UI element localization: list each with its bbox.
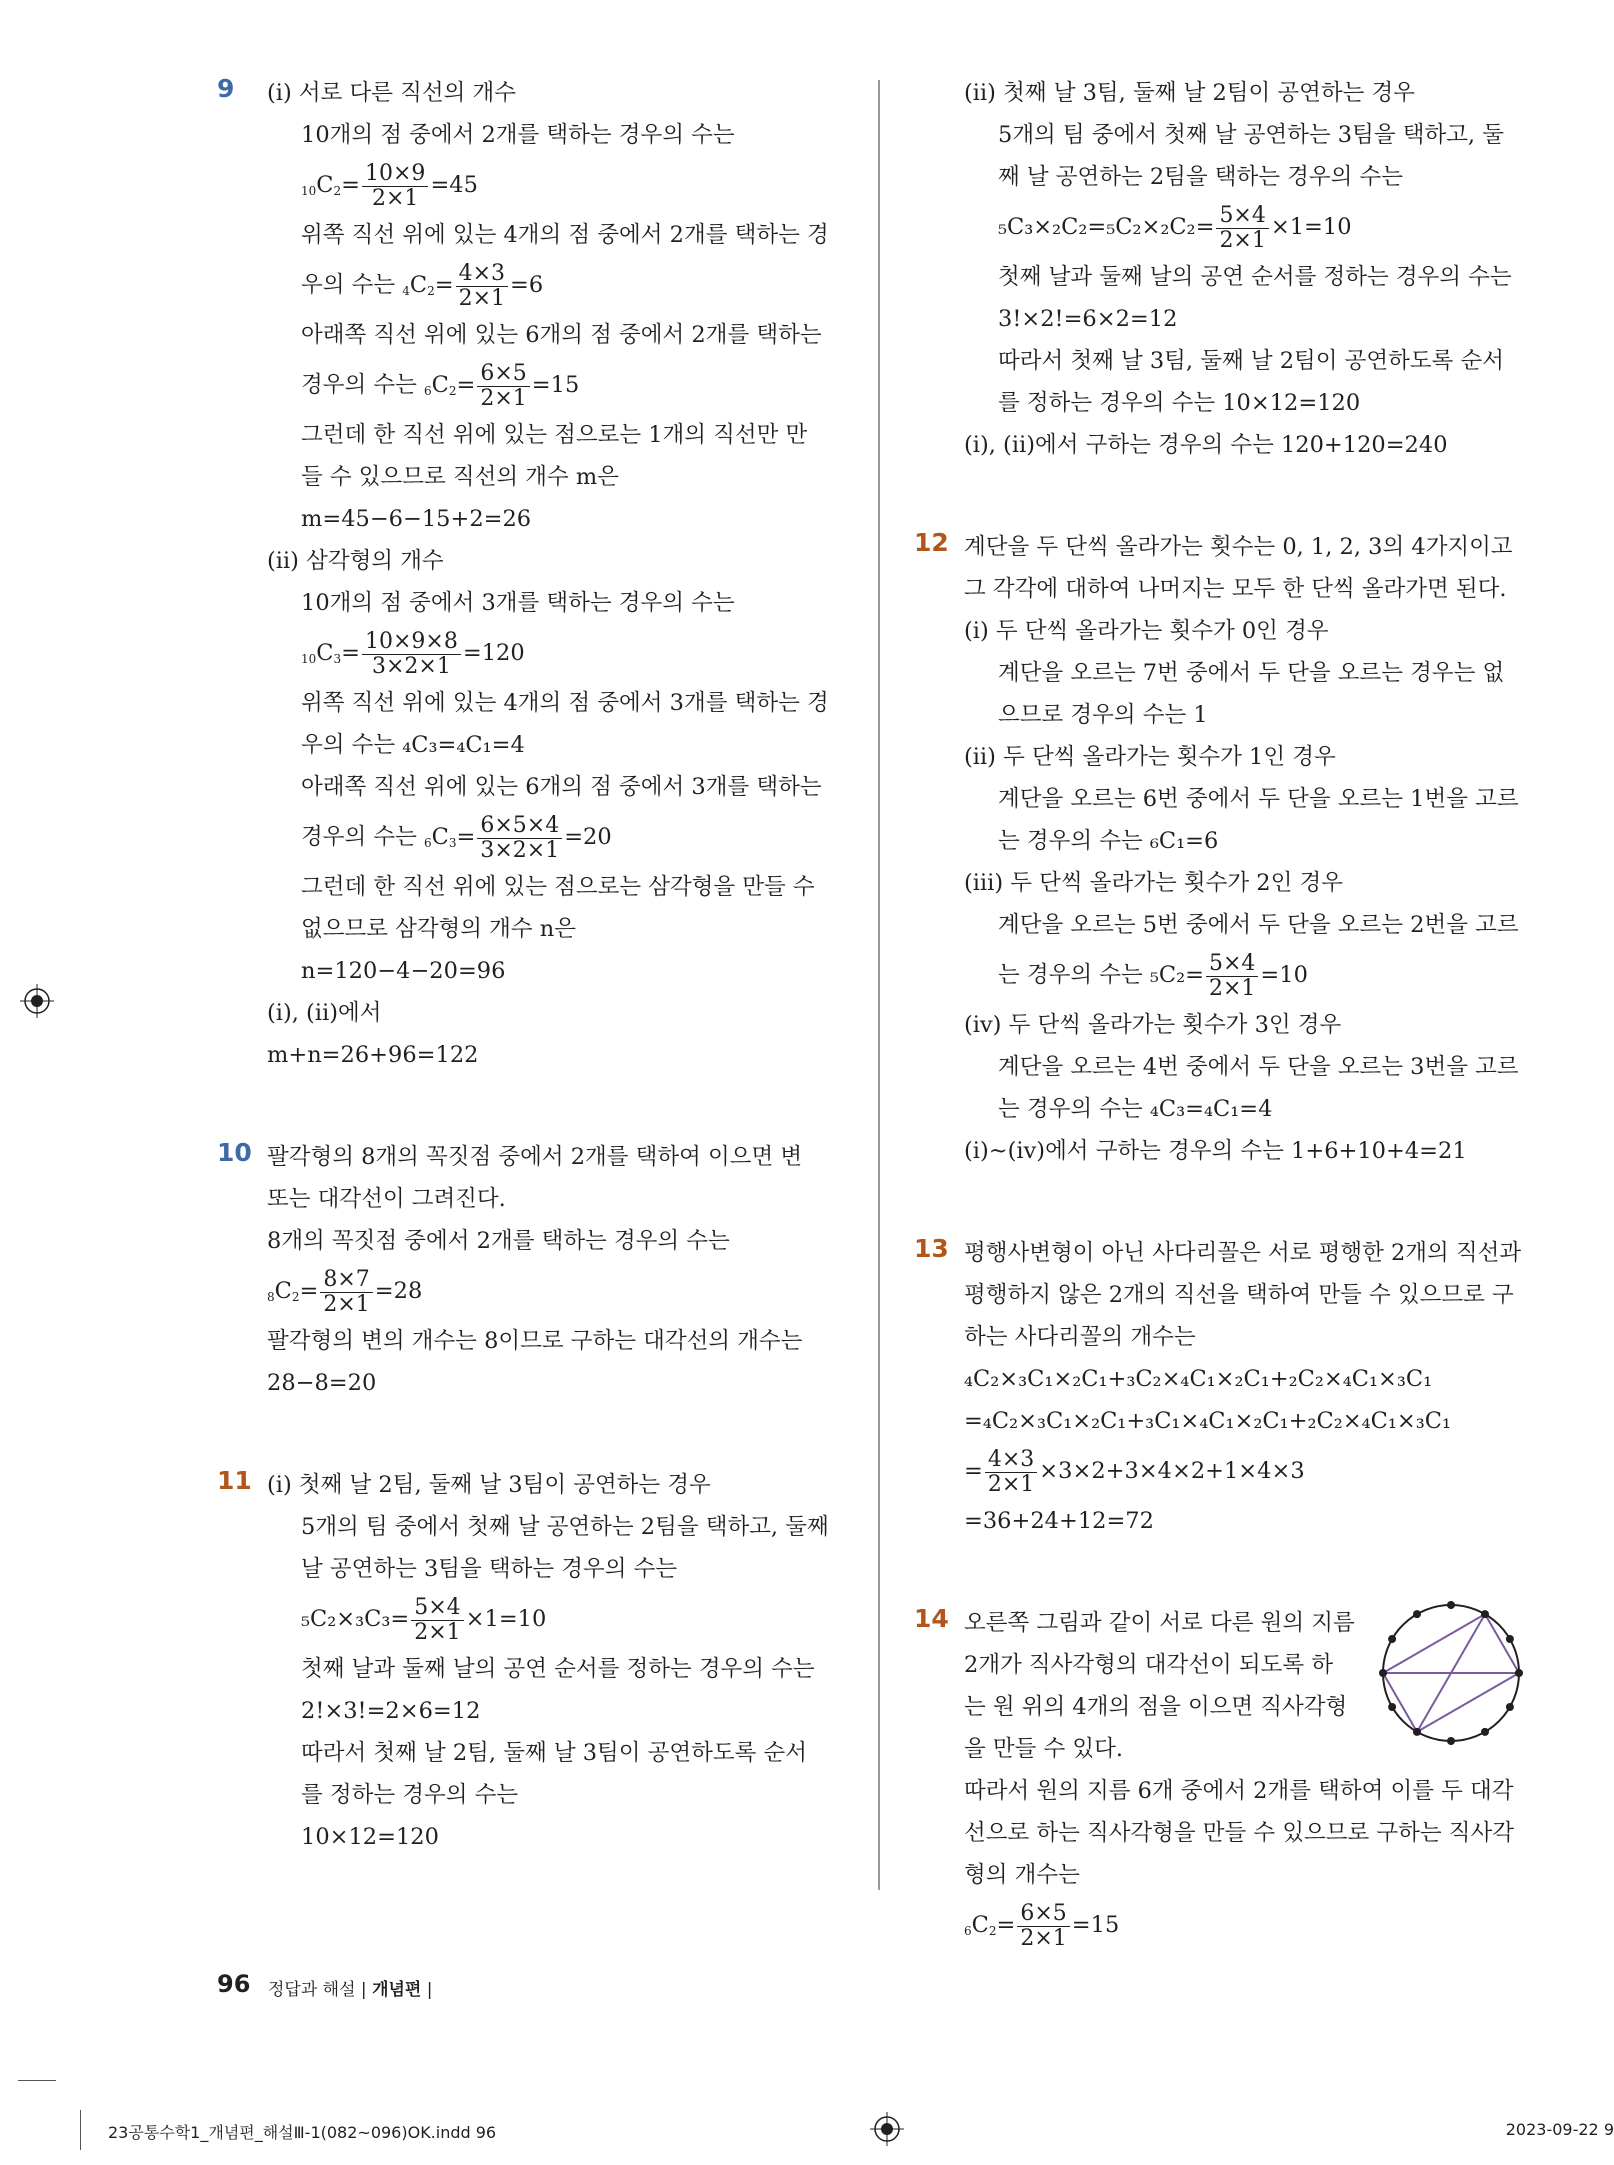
text-line: =36+24+12=72	[964, 1508, 1154, 1534]
text-line: 하는 사다리꼴의 개수는	[964, 1324, 1196, 1350]
text-line: (ⅰ)~(ⅳ)에서 구하는 경우의 수는 1+6+10+4=21	[964, 1138, 1467, 1164]
circle-point	[1388, 1635, 1396, 1643]
text-line: 5개의 팀 중에서 첫째 날 공연하는 3팀을 택하고, 둘	[998, 122, 1504, 148]
fraction: $\frac{6\times 5}{2\times 1}$	[1017, 1902, 1069, 1951]
fraction: $\frac{10\times 9}{2\times 1}$	[362, 162, 428, 211]
problem-13	[914, 1232, 1534, 1542]
text-line: 첫째 날과 둘째 날의 공연 순서를 정하는 경우의 수는	[301, 1656, 815, 1682]
formula-line: $_8C_2=$ $\frac{8\times 7}{2\times 1}$ =28	[267, 1266, 423, 1317]
circle-point	[1447, 1601, 1455, 1609]
text-line: 계단을 오르는 6번 중에서 두 단을 오르는 1번을 고르	[998, 786, 1519, 812]
text-line: (ⅰ) 두 단씩 올라가는 횟수가 0인 경우	[964, 618, 1329, 644]
formula-line: 는 경우의 수는 ₅C₂= $\frac{5\times 4}{2\times 1}$ =10	[998, 950, 1308, 1001]
text-line: (ⅱ) 삼각형의 개수	[267, 548, 444, 574]
formula-line: 경우의 수는 $_6C_2=$ $\frac{6\times 5}{2\times 1}$ =15	[301, 360, 580, 411]
problem-number: 10	[217, 1138, 252, 1167]
text-line: 를 정하는 경우의 수는 10×12=120	[998, 390, 1361, 416]
text-line: ₄C₂×₃C₁×₂C₁+₃C₂×₄C₁×₂C₁+₂C₂×₄C₁×₃C₁	[964, 1366, 1433, 1392]
text-line: 위쪽 직선 위에 있는 4개의 점 중에서 3개를 택하는 경	[301, 690, 829, 716]
text-line: 으므로 경우의 수는 1	[998, 702, 1208, 728]
text-line: 10×12=120	[301, 1824, 439, 1850]
formula-line: $_{10}C_2=$ $\frac{10\times 9}{2\times 1}$ =45	[301, 160, 478, 211]
formula-line: $_6C_2=$ $\frac{6\times 5}{2\times 1}$ =15	[964, 1900, 1120, 1951]
circle-point	[1388, 1703, 1396, 1711]
text-line: 따라서 첫째 날 2팀, 둘째 날 3팀이 공연하도록 순서	[301, 1740, 807, 1766]
text-line: 형의 개수는	[964, 1862, 1080, 1888]
crop-mark	[18, 2080, 56, 2081]
problem-12	[914, 526, 1534, 1172]
text-line: 는 원 위의 4개의 점을 이으면 직사각형	[964, 1694, 1348, 1720]
text-line: 첫째 날과 둘째 날의 공연 순서를 정하는 경우의 수는	[998, 264, 1512, 290]
right-column	[914, 72, 1534, 1954]
text-line: 를 정하는 경우의 수는	[301, 1782, 519, 1808]
text-line: 계단을 오르는 5번 중에서 두 단을 오르는 2번을 고르	[998, 912, 1519, 938]
fraction: $\frac{6\times 5\times 4}{3\times 2\times 1}$	[477, 814, 562, 863]
circle-point	[1515, 1669, 1523, 1677]
text-line: 2!×3!=2×6=12	[301, 1698, 481, 1724]
formula-line: 경우의 수는 $_6C_3=$ $\frac{6\times 5\times 4}{3\times 2\times 1}$ =20	[301, 812, 612, 863]
fraction: $\frac{5\times 4}{2\times 1}$	[1216, 204, 1268, 253]
formula-line: = $\frac{4\times 3}{2\times 1}$ ×3×2+3×4×2+1×4×3	[964, 1446, 1305, 1497]
problem-11-continued	[914, 72, 1534, 466]
text-line: 들 수 있으므로 직선의 개수 m은	[301, 464, 619, 490]
print-file-name: 23공통수학1_개념편_해설Ⅲ-1(082~096)OK.indd 96	[108, 2123, 497, 2142]
crop-mark	[80, 2110, 81, 2150]
circle-point	[1506, 1635, 1514, 1643]
circle-point	[1481, 1610, 1489, 1618]
text-line: 5개의 팀 중에서 첫째 날 공연하는 2팀을 택하고, 둘째	[301, 1514, 829, 1540]
problem-number: 9	[217, 74, 235, 103]
text-line: 10개의 점 중에서 2개를 택하는 경우의 수는	[301, 122, 735, 148]
text-line: =₄C₂×₃C₁×₂C₁+₃C₁×₄C₁×₂C₁+₂C₂×₄C₁×₃C₁	[964, 1408, 1451, 1434]
registration-mark-icon	[870, 2112, 904, 2146]
text-line: 선으로 하는 직사각형을 만들 수 있으므로 구하는 직사각	[964, 1820, 1514, 1846]
text-line: 째 날 공연하는 2팀을 택하는 경우의 수는	[998, 164, 1403, 190]
text-line: 날 공연하는 3팀을 택하는 경우의 수는	[301, 1556, 678, 1582]
formula-line: ₅C₃×₂C₂=₅C₂×₂C₂= $\frac{5\times 4}{2\times 1}$ ×1=10	[998, 202, 1352, 253]
problem-number: 14	[914, 1604, 949, 1633]
text-line: 오른쪽 그림과 같이 서로 다른 원의 지름	[964, 1610, 1355, 1636]
text-line: 평행하지 않은 2개의 직선을 택하여 만들 수 있으므로 구	[964, 1282, 1514, 1308]
text-line: 따라서 원의 지름 6개 중에서 2개를 택하여 이를 두 대각	[964, 1778, 1514, 1804]
text-line: 평행사변형이 아닌 사다리꼴은 서로 평행한 2개의 직선과	[964, 1240, 1522, 1266]
problem-number: 11	[217, 1466, 252, 1495]
footer-section: 개념편	[372, 1980, 422, 2000]
left-column	[217, 72, 841, 1858]
text-line: (ⅱ) 두 단씩 올라가는 횟수가 1인 경우	[964, 744, 1336, 770]
text-line: (ⅰ) 서로 다른 직선의 개수	[267, 80, 516, 106]
registration-mark-icon	[20, 984, 54, 1018]
text-line: 2개가 직사각형의 대각선이 되도록 하	[964, 1652, 1333, 1678]
text-line: 는 경우의 수는 ₄C₃=₄C₁=4	[998, 1096, 1273, 1122]
fraction: $\frac{6\times 5}{2\times 1}$	[477, 362, 529, 411]
circle-point	[1413, 1610, 1421, 1618]
text-line: (ⅰ), (ⅱ)에서 구하는 경우의 수는 120+120=240	[964, 432, 1448, 458]
text-line: m+n=26+96=122	[267, 1042, 479, 1068]
page-number: 96	[217, 1970, 251, 1998]
fraction: $\frac{4\times 3}{2\times 1}$	[985, 1448, 1037, 1497]
circle-point	[1447, 1737, 1455, 1745]
text-line: 10개의 점 중에서 3개를 택하는 경우의 수는	[301, 590, 735, 616]
problem-9	[217, 72, 841, 1076]
fraction: $\frac{10\times 9\times 8}{3\times 2\times 1}$	[362, 630, 461, 679]
text-line: (ⅳ) 두 단씩 올라가는 횟수가 3인 경우	[964, 1012, 1342, 1038]
problem-11	[217, 1464, 841, 1858]
circle-point	[1506, 1703, 1514, 1711]
text-line: 아래쪽 직선 위에 있는 6개의 점 중에서 3개를 택하는	[301, 774, 822, 800]
text-line: (ⅰ) 첫째 날 2팀, 둘째 날 3팀이 공연하는 경우	[267, 1472, 711, 1498]
text-line: 팔각형의 변의 개수는 8이므로 구하는 대각선의 개수는	[267, 1328, 803, 1354]
problem-10	[217, 1136, 841, 1404]
formula-line: ₅C₂×₃C₃= $\frac{5\times 4}{2\times 1}$ ×1=10	[301, 1594, 547, 1645]
text-line: 아래쪽 직선 위에 있는 6개의 점 중에서 2개를 택하는	[301, 322, 822, 348]
text-line: (ⅱ) 첫째 날 3팀, 둘째 날 2팀이 공연하는 경우	[964, 80, 1415, 106]
text-line: 위쪽 직선 위에 있는 4개의 점 중에서 2개를 택하는 경	[301, 222, 829, 248]
text-line: m=45−6−15+2=26	[301, 506, 532, 532]
text-line: 계단을 오르는 4번 중에서 두 단을 오르는 3번을 고르	[998, 1054, 1519, 1080]
circle-point	[1413, 1728, 1421, 1736]
text-line: n=120−4−20=96	[301, 958, 506, 984]
text-line: 그런데 한 직선 위에 있는 점으로는 1개의 직선만 만	[301, 422, 808, 448]
circle-point	[1379, 1669, 1387, 1677]
problem-number: 12	[914, 528, 949, 557]
problem-number: 13	[914, 1234, 949, 1263]
text-line: 28−8=20	[267, 1370, 377, 1396]
fraction: $\frac{5\times 4}{2\times 1}$	[1206, 952, 1258, 1001]
column-divider	[878, 80, 880, 1890]
footer-title: 정답과 해설	[268, 1980, 356, 2000]
problem-14	[914, 1602, 1534, 1954]
text-line: 그 각각에 대하여 나머지는 모두 한 단씩 올라가면 된다.	[964, 576, 1507, 602]
text-line: (ⅰ), (ⅱ)에서	[267, 1000, 382, 1026]
text-line: 계단을 두 단씩 올라가는 횟수는 0, 1, 2, 3의 4가지이고	[964, 534, 1513, 560]
fraction: $\frac{5\times 4}{2\times 1}$	[411, 1596, 463, 1645]
formula-line: $_{10}C_3=$ $\frac{10\times 9\times 8}{3\times 2\times 1}$ =120	[301, 628, 525, 679]
circle-point	[1481, 1728, 1489, 1736]
text-line: 3!×2!=6×2=12	[998, 306, 1178, 332]
text-line: 없으므로 삼각형의 개수 n은	[301, 916, 577, 942]
text-line: 8개의 꼭짓점 중에서 2개를 택하는 경우의 수는	[267, 1228, 730, 1254]
formula-line: 우의 수는 $_4C_2=$ $\frac{4\times 3}{2\times 1}$ =6	[301, 260, 544, 311]
circle-rectangle-figure	[1376, 1598, 1526, 1748]
text-line: 또는 대각선이 그려진다.	[267, 1186, 506, 1212]
text-line: 는 경우의 수는 ₆C₁=6	[998, 828, 1219, 854]
print-date: 2023-09-22 9	[1505, 2120, 1614, 2139]
text-line: 우의 수는 ₄C₃=₄C₁=4	[301, 732, 525, 758]
text-line: 따라서 첫째 날 3팀, 둘째 날 2팀이 공연하도록 순서	[998, 348, 1504, 374]
footer-label: 정답과 해설 | 개념편 |	[268, 1980, 433, 2000]
text-line: (ⅲ) 두 단씩 올라가는 횟수가 2인 경우	[964, 870, 1343, 896]
text-line: 그런데 한 직선 위에 있는 점으로는 삼각형을 만들 수	[301, 874, 815, 900]
fraction: $\frac{8\times 7}{2\times 1}$	[320, 1268, 372, 1317]
text-line: 팔각형의 8개의 꼭짓점 중에서 2개를 택하여 이으면 변	[267, 1144, 803, 1170]
text-line: 계단을 오르는 7번 중에서 두 단을 오르는 경우는 없	[998, 660, 1505, 686]
text-line: 을 만들 수 있다.	[964, 1736, 1124, 1762]
fraction: $\frac{4\times 3}{2\times 1}$	[456, 262, 508, 311]
